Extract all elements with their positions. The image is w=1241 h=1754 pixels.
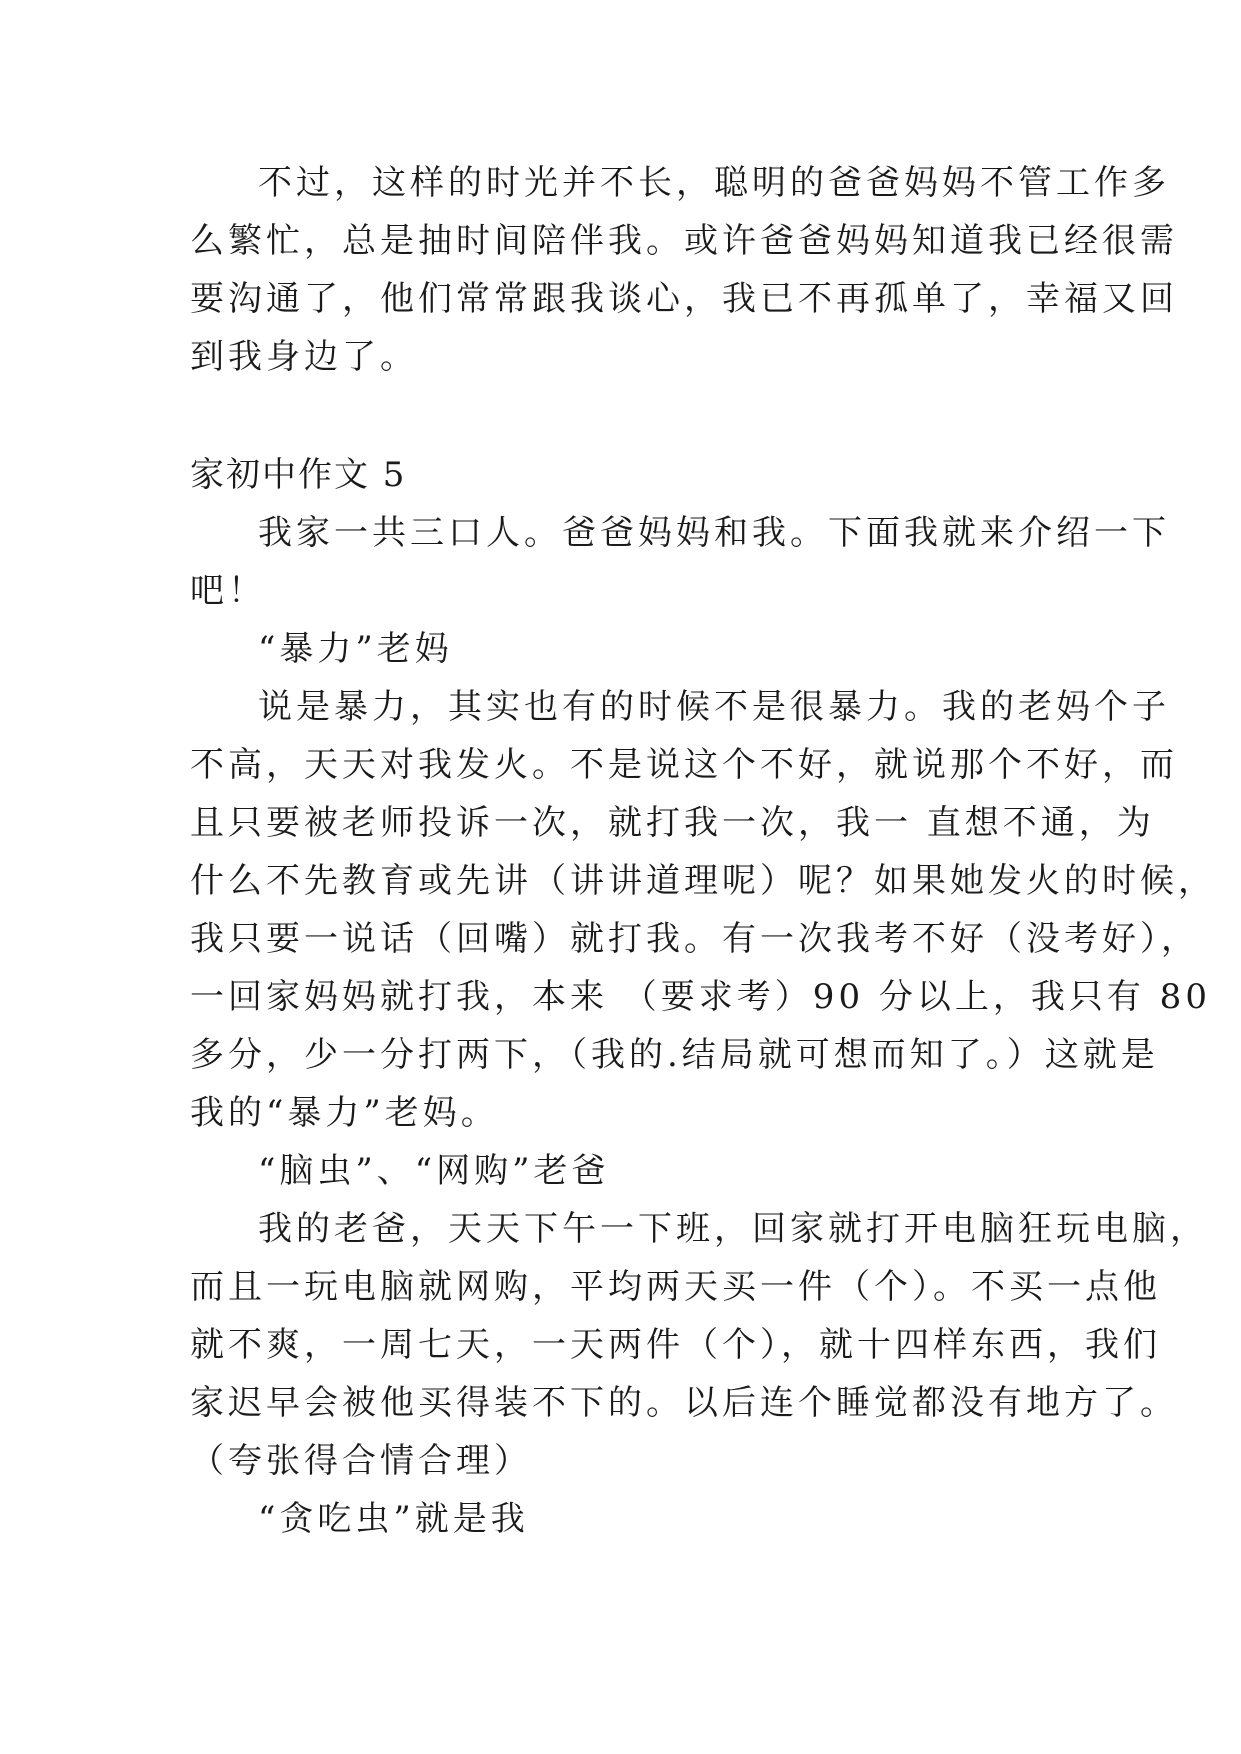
text-line: 就不爽，一周七天，一天两件（个），就十四样东西，我们 <box>190 1325 1161 1365</box>
text-line: 家迟早会被他买得装不下的。以后连个睡觉都没有地方了。 <box>190 1383 1178 1423</box>
section-title: 家初中作文 5 <box>190 455 407 495</box>
text-line: 我的“暴力”老妈。 <box>190 1093 499 1133</box>
text-line: 而且一玩电脑就网购，平均两天买一件（个）。不买一点他 <box>190 1267 1161 1307</box>
text-line: （夸张得合情合理） <box>190 1441 532 1481</box>
text-line: 什么不先教育或先讲（讲讲道理呢）呢？如果她发火的时候， <box>190 861 1216 901</box>
text-line: 到我身边了。 <box>190 337 418 377</box>
text-line: 要沟通了，他们常常跟我谈心，我已不再孤单了，幸福又回 <box>190 279 1178 319</box>
text-line: 一回家妈妈就打我，本来 （要求考）90 分以上，我只有 80 <box>190 977 1211 1017</box>
subheading-dad: “脑虫”、“网购”老爸 <box>258 1151 610 1191</box>
subheading-mom: “暴力”老妈 <box>258 629 453 669</box>
text-line: 说是暴力，其实也有的时候不是很暴力。我的老妈个子 <box>258 687 1170 727</box>
text-line: 且只要被老师投诉一次，就打我一次，我一 直想不通，为 <box>190 803 1155 843</box>
text-line: 么繁忙，总是抽时间陪伴我。或许爸爸妈妈知道我已经很需 <box>190 221 1178 261</box>
text-line: 不过，这样的时光并不长，聪明的爸爸妈妈不管工作多 <box>258 163 1170 203</box>
text-line: 多分，少一分打两下，（我的.结局就可想而知了。）这就是 <box>190 1035 1159 1075</box>
text-line: 吧！ <box>190 571 266 611</box>
text-line: 我只要一说话（回嘴）就打我。有一次我考不好（没考好）， <box>190 919 1199 959</box>
text-line: 我家一共三口人。爸爸妈妈和我。下面我就来介绍一下 <box>258 513 1170 553</box>
subheading-me: “贪吃虫”就是我 <box>258 1499 529 1539</box>
text-line: 我的老爸，天天下午一下班，回家就打开电脑狂玩电脑， <box>258 1209 1208 1249</box>
text-line: 不高，天天对我发火。不是说这个不好，就说那个不好，而 <box>190 745 1178 785</box>
